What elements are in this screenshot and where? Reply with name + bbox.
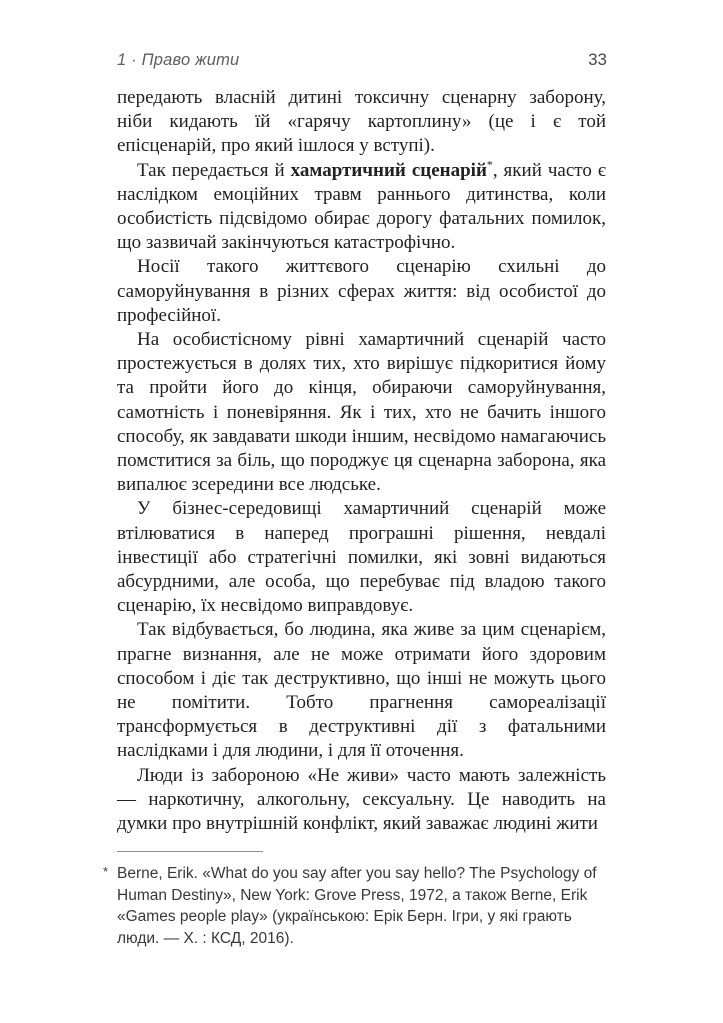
paragraph-text: Так передається й: [137, 159, 291, 181]
paragraph-text: Носії такого життєвого сценарію схильні до саморуйнування в різних сферах життя: від особистої до професійної.: [117, 256, 606, 326]
paragraph: [117, 328, 606, 497]
paragraph: [117, 255, 606, 328]
paragraph: [117, 764, 606, 837]
footnote-reference-asterisk: *: [486, 158, 493, 172]
paragraph: [117, 497, 606, 618]
running-head: [117, 50, 607, 70]
footnote-text: Berne, Erik. «What do you say after you say hello? The Psychology of Human Destiny», New York: Grove Press, 1972, а також Berne, Erik «Games people play» (українською: Ерік Берн. Ігри, у які грають люди. — Х. : КСД, 2016).: [117, 865, 597, 947]
page-number: 33: [588, 50, 607, 69]
paragraph-text: У бізнес-середовищі хамартичний сценарій може втілюватися в наперед програшні рішення, невдалі інвестиції або стратегічні помилки, які зовні видаються абсурдними, але особа, що перебуває під владою такого сценарію, їх несвідомо виправдовує.: [117, 498, 606, 617]
paragraph: [117, 159, 606, 256]
paragraph-text: Так відбувається, бо людина, яка живе за цим сценарієм, прагне визнання, але не може отримати його здоровим способом і діє так деструктивно, що інші не можуть цього не помітити. Тобто прагнення самореалізації трансформується в деструктивні дії з фатальними наслідками і для людини, і для її оточення.: [117, 619, 606, 762]
paragraph-text: , який часто є наслідком емоційних травм раннього дитинства, коли особистість підсвідомо обирає дорогу фатальних помилок, що зазвичай закінчуються катастрофічно.: [117, 159, 606, 254]
paragraph-text: Люди із забороною «Не живи» часто мають залежність — наркотичну, алкогольну, сексуальну. Це наводить на думки про внутрішній конфлікт, який заважає людині жити: [117, 764, 606, 835]
running-head-chapter-title: 1 · Право жити: [117, 51, 240, 69]
paragraph: [117, 618, 606, 763]
footnote-divider: [117, 851, 263, 852]
bold-term: хамартичний сценарій: [290, 159, 487, 181]
paragraph: [117, 86, 606, 159]
footnote-marker: *: [103, 864, 109, 879]
paragraph-text: передають власній дитині токсичну сценарну заборону, ніби кидають їй «гарячу картоплину» (це і є той епісценарій, про який ішлося у вступі).: [117, 87, 606, 157]
footnote: [103, 863, 606, 949]
footnote-area: [103, 851, 606, 949]
paragraph-text: На особистісному рівні хамартичний сценарій часто простежується в долях тих, хто вирішує підкоритися йому та пройти його до кінця, обираючи саморуйнування, самотність і поневіряння. Як і тих, хто не бачить іншого способу, як завдавати шкоди іншим, несвідомо намагаючись помститися за біль, що породжує ця сценарна заборона, яка випалює зсередини все людське.: [117, 329, 606, 496]
body-text-column: [117, 86, 606, 836]
